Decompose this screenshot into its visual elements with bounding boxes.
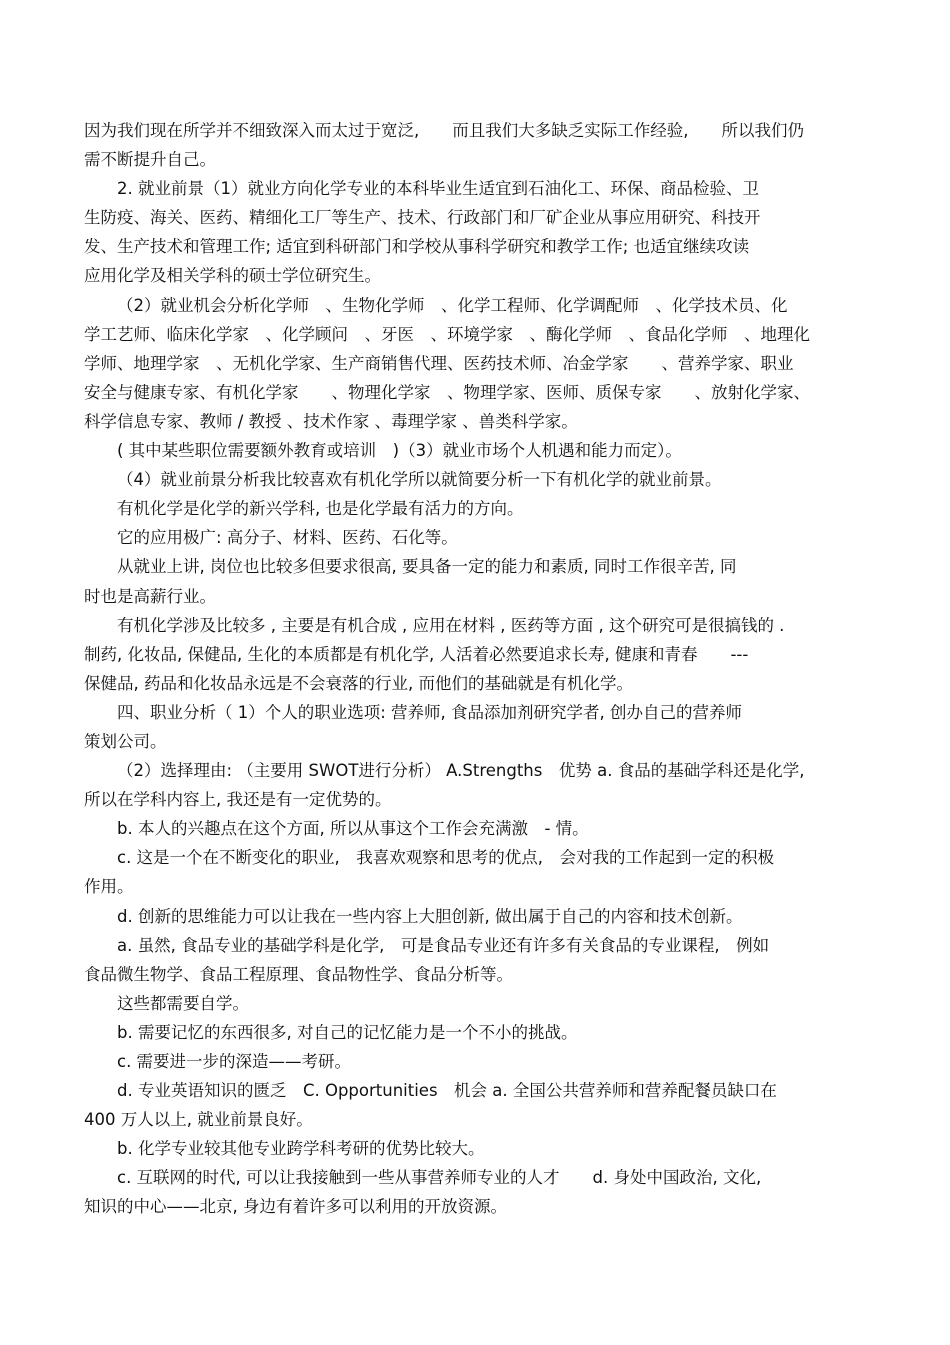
- text-line: 这些都需要自学。: [117, 993, 249, 1013]
- text-line: d. 创新的思维能力可以让我在一些内容上大胆创新, 做出属于自己的内容和技术创新。: [117, 906, 743, 926]
- text-line: 保健品, 药品和化妆品永远是不会衰落的行业, 而他们的基础就是有机化学。: [84, 673, 633, 693]
- text-line: 时也是高薪行业。: [84, 586, 216, 606]
- text-line: c. 互联网的时代, 可以让我接触到一些从事营养师专业的人才 d. 身处中国政治, 文化,: [117, 1168, 762, 1188]
- text-line: 安全与健康专家、有机化学家 、物理化学家 、物理学家、医师、质保专家 、放射化学家、: [84, 382, 810, 402]
- text-line: 从就业上讲, 岗位也比较多但要求很高, 要具备一定的能力和素质, 同时工作很辛苦, 同: [117, 557, 737, 577]
- text-line: b. 化学专业较其他专业跨学科考研的优势比较大。: [117, 1139, 485, 1159]
- text-line: 生防疫、海关、医药、精细化工厂等生产、技术、行政部门和厂矿企业从事应用研究、科技开: [84, 208, 761, 228]
- text-line: 食品微生物学、食品工程原理、食品物性学、食品分析等。: [84, 964, 513, 984]
- text-line: 所以在学科内容上, 我还是有一定优势的。: [84, 790, 392, 810]
- text-line: （2）选择理由: （主要用 SWOT进行分析） A.Strengths 优势 a. 食品的基础学科还是化学,: [117, 761, 805, 781]
- text-line: 2. 就业前景（1）就业方向化学专业的本科毕业生适宜到石油化工、环保、商品检验、卫: [117, 179, 759, 199]
- text-line: 有机化学是化学的新兴学科, 也是化学最有活力的方向。: [117, 499, 524, 519]
- text-line: c. 这是一个在不断变化的职业, 我喜欢观察和思考的优点, 会对我的工作起到一定的积极: [117, 848, 775, 868]
- text-line: 需不断提升自己。: [84, 150, 216, 170]
- text-line: 四、职业分析（ 1）个人的职业选项: 营养师, 食品添加剂研究学者, 创办自己的营养师: [117, 702, 743, 722]
- document-body: [84, 116, 868, 1222]
- text-line: 知识的中心——北京, 身边有着许多可以利用的开放资源。: [84, 1197, 507, 1217]
- text-line: 作用。: [84, 877, 134, 897]
- text-line: （4）就业前景分析我比较喜欢有机化学所以就简要分析一下有机化学的就业前景。: [117, 470, 722, 490]
- text-line: 学工艺师、临床化学家 、化学顾问 、牙医 、环境学家 、酶化学师 、食品化学师 、地理化: [84, 324, 810, 344]
- text-line: 发、生产技术和管理工作; 适宜到科研部门和学校从事科学研究和教学工作; 也适宜继续攻读: [84, 237, 750, 257]
- text-line: 400 万人以上, 就业前景良好。: [84, 1110, 313, 1130]
- text-line: ( 其中某些职位需要额外教育或培训 )（3）就业市场个人机遇和能力而定）。: [117, 441, 682, 461]
- text-line: 它的应用极广: 高分子、材料、医药、石化等。: [117, 528, 458, 548]
- text-line: 学师、地理学家 、无机化学家、生产商销售代理、医药技术师、冶金学家 、营养学家、职业: [84, 353, 794, 373]
- text-line: b. 需要记忆的东西很多, 对自己的记忆能力是一个不小的挑战。: [117, 1022, 578, 1042]
- text-line: b. 本人的兴趣点在这个方面, 所以从事这个工作会充满激 - 情。: [117, 819, 589, 839]
- text-line: 制药, 化妆品, 保健品, 生化的本质都是有机化学, 人活着必然要追求长寿, 健康和青春 ---: [84, 644, 749, 664]
- text-line: 策划公司。: [84, 731, 167, 751]
- text-line: （2）就业机会分析化学师 、生物化学师 、化学工程师、化学调配师 、化学技术员、化: [117, 295, 788, 315]
- text-line: c. 需要进一步的深造——考研。: [117, 1052, 352, 1071]
- text-line: 科学信息专家、教师 / 教授 、技术作家 、毒理学家 、兽类科学家。: [84, 411, 578, 431]
- text-line: a. 虽然, 食品专业的基础学科是化学, 可是食品专业还有许多有关食品的专业课程, 例如: [117, 935, 770, 955]
- text-line: 有机化学涉及比较多 , 主要是有机合成 , 应用在材料 , 医药等方面 , 这个研究可是很搞钱的 .: [117, 615, 785, 635]
- text-line: 因为我们现在所学并不细致深入而太过于宽泛, 而且我们大多缺乏实际工作经验, 所以我们仍: [84, 121, 804, 140]
- text-line: d. 专业英语知识的匮乏 C. Opportunities 机会 a. 全国公共营养师和营养配餐员缺口在: [117, 1081, 777, 1101]
- text-line: 应用化学及相关学科的硕士学位研究生。: [84, 266, 381, 286]
